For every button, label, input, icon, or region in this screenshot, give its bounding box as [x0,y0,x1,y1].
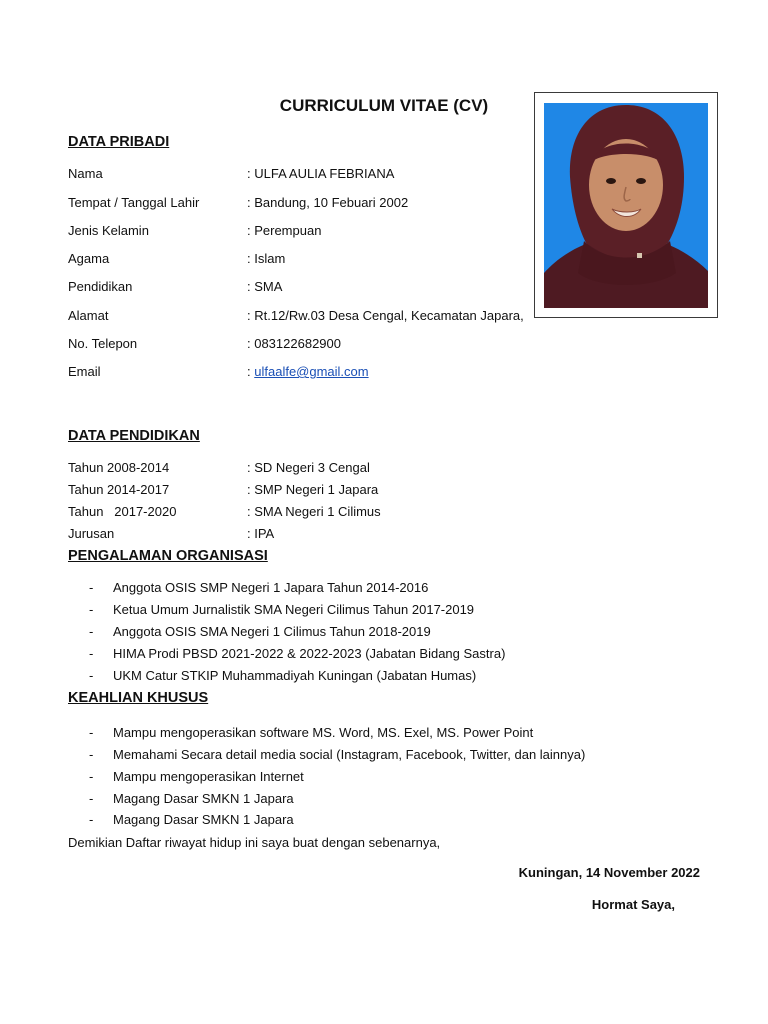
info-value: : Bandung, 10 Febuari 2002 [247,195,409,210]
keahlian-heading: KEAHLIAN KHUSUS [68,690,209,706]
list-item-text: Magang Dasar SMKN 1 Japara [113,812,294,827]
info-label: Pendidikan [68,279,133,294]
info-value: : Perempuan [247,223,322,238]
info-label: Email [68,364,101,379]
education-period: Tahun 2014-2017 [68,482,170,497]
email-colon: : [247,364,251,379]
list-item-text: UKM Catur STKIP Muhammadiyah Kuningan (Jabatan Humas) [113,668,477,683]
info-value: : 083122682900 [247,336,341,351]
info-label: Nama [68,166,103,181]
bullet-dash: - [89,747,94,762]
cv-title: CURRICULUM VITAE (CV) [279,96,489,115]
closing-statement: Demikian Daftar riwayat hidup ini saya buat dengan sebenarnya, [68,835,441,850]
list-item-text: Mampu mengoperasikan software MS. Word, MS. Exel, MS. Power Point [113,725,534,740]
info-label: Agama [68,251,110,266]
education-school: : SMA Negeri 1 Cilimus [247,504,381,519]
bullet-dash: - [89,725,94,740]
list-item-text: Mampu mengoperasikan Internet [113,769,304,784]
profile-photo-frame [534,92,718,318]
email-link[interactable]: ulfaalfe@gmail.com [254,364,369,379]
list-item-text: Magang Dasar SMKN 1 Japara [113,791,294,806]
list-item [89,769,304,784]
regards: Hormat Saya, [591,897,675,912]
list-item [89,812,294,827]
list-item-text: Anggota OSIS SMA Negeri 1 Cilimus Tahun 2018-2019 [113,624,431,639]
bullet-dash: - [89,791,94,806]
profile-photo [544,103,708,308]
info-value: : SMA [247,279,283,294]
list-item [89,602,474,617]
education-school: : SD Negeri 3 Cengal [247,460,370,475]
education-period: Tahun 2017-2020 [68,504,177,519]
info-value [247,364,369,379]
info-label: Jenis Kelamin [68,223,149,238]
list-item [89,624,431,639]
list-item [89,747,585,762]
bullet-dash: - [89,624,94,639]
bullet-dash: - [89,769,94,784]
list-item [89,580,428,595]
portrait-illustration [544,103,708,308]
info-value: : Islam [247,251,286,266]
list-item-text: Anggota OSIS SMP Negeri 1 Japara Tahun 2014-2016 [113,580,429,595]
list-item [89,725,533,740]
list-item-text: Ketua Umum Jurnalistik SMA Negeri Cilimus Tahun 2017-2019 [113,602,475,617]
education-school: : IPA [247,526,275,541]
bullet-dash: - [89,602,94,617]
bullet-dash: - [89,668,94,683]
education-period: Tahun 2008-2014 [68,460,170,475]
data-pribadi-heading: DATA PRIBADI [68,134,170,150]
list-item [89,668,476,683]
education-school: : SMP Negeri 1 Japara [247,482,379,497]
info-value: : Rt.12/Rw.03 Desa Cengal, Kecamatan Japara, [247,308,524,323]
info-label: Tempat / Tanggal Lahir [68,195,200,210]
bullet-dash: - [89,580,94,595]
info-label: Alamat [68,308,109,323]
place-date: Kuningan, 14 November 2022 [518,865,700,880]
data-pendidikan-heading: DATA PENDIDIKAN [68,428,200,444]
bullet-dash: - [89,646,94,661]
education-period: Jurusan [68,526,115,541]
list-item [89,791,294,806]
organisasi-heading: PENGALAMAN ORGANISASI [68,548,268,564]
info-label: No. Telepon [68,336,138,351]
info-value: : ULFA AULIA FEBRIANA [247,166,395,181]
list-item [89,646,505,661]
list-item-text: Memahami Secara detail media social (Instagram, Facebook, Twitter, dan lainnya) [113,747,586,762]
bullet-dash: - [89,812,94,827]
list-item-text: HIMA Prodi PBSD 2021-2022 & 2022-2023 (Jabatan Bidang Sastra) [113,646,506,661]
